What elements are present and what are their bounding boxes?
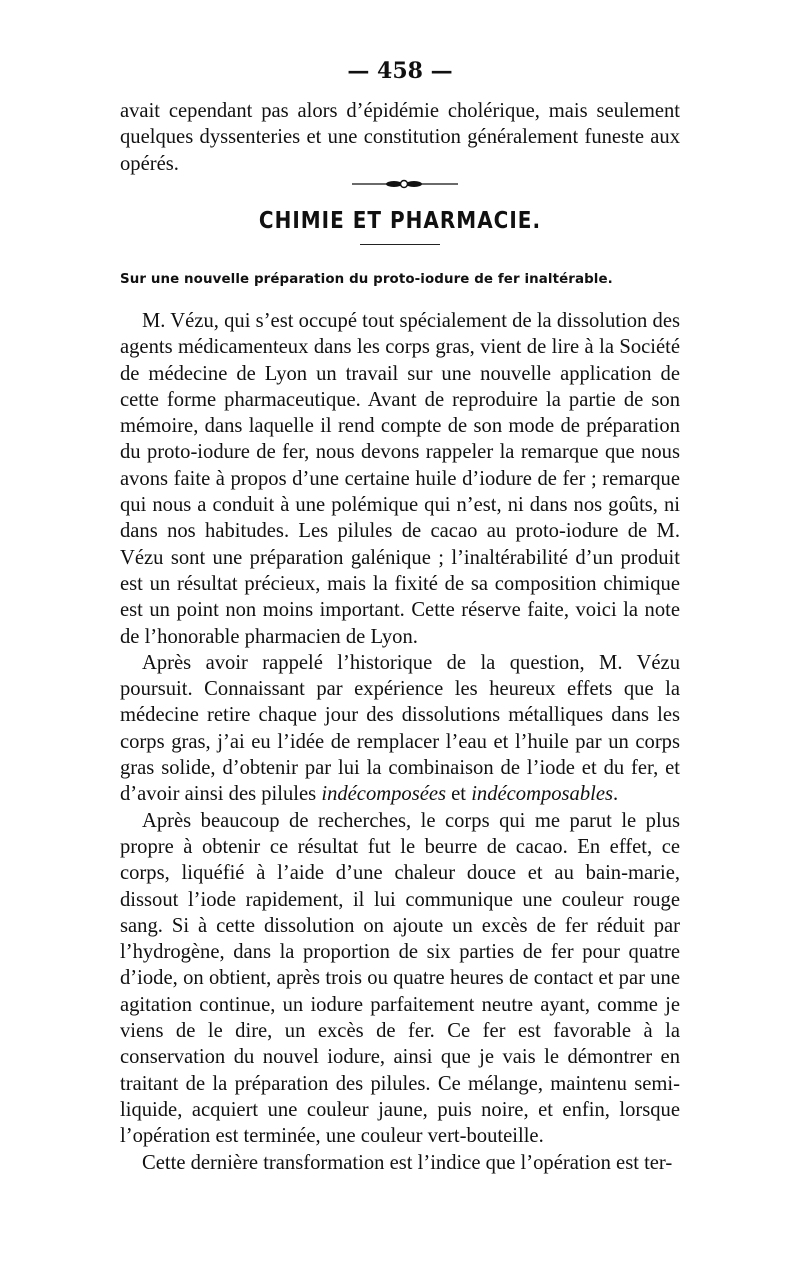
intro-text — [120, 98, 680, 177]
paragraph-4: Cette dernière transformation est l’indice que l’opération est ter- — [142, 1151, 673, 1174]
paragraph-1: M. Vézu, qui s’est occupé tout spécialement de la dissolution des agents médicamenteux dans les corps gras, vient de lire à la Société de médecine de Lyon un travail sur une nouvelle application de cette forme pharmaceutique. Avant de reproduire la partie de son mémoire, dans laquelle il rend compte de son mode de préparation du proto-iodure de fer, nous devons rappeler la remarque que nous avons faite à propos d’une certaine huile d’iodure de fer ; remarque qui nous a conduit à une polémique qui n’est, ni dans nos goûts, ni dans nos habitudes. Les pilules de cacao au proto-iodure de M. Vézu sont une préparation galénique ; l’inaltérabilité d’un produit est un résultat précieux, mais la fixité de sa composition chimique est un point non moins important. Cette réserve faite, voici la note de l’honorable pharmacien de Lyon. — [120, 310, 680, 648]
paragraph-2 — [120, 650, 680, 808]
page-number: — 458 — — [347, 58, 453, 84]
paragraph-2-end: . — [613, 783, 619, 806]
paragraph-2-italic-2: indécomposables — [471, 783, 614, 806]
article-subtitle: Sur une nouvelle préparation du proto-iodure de fer inaltérable. — [120, 272, 613, 287]
paragraph-2-start: Après avoir rappelé l’historique de la question, M. Vézu poursuit. Connaissant par expérience les heureux effets que la médecine retire chaque jour des dissolutions métalliques dans les corps gras, j’ai eu l’idée de remplacer l’eau et l’huile par un corps gras solide, d’obtenir par lui la combinaison de l’iode et du fer, et d’avoir ainsi des pilules — [120, 651, 680, 806]
paragraph-2-italic-1: indécomposées — [321, 783, 447, 806]
title-rule — [360, 244, 440, 245]
paragraph-2-mid: et — [446, 783, 472, 806]
ornament-divider — [350, 178, 460, 190]
article-body — [120, 308, 680, 1176]
paragraph-3: Après beaucoup de recherches, le corps qui me parut le plus propre à obtenir ce résultat fut le beurre de cacao. En effet, ce corps, liquéfié à l’aide d’une chaleur douce et au bain-marie, dissout l’iode rapidement, il lui communique une couleur rouge sang. Si à cette dissolution on ajoute un excès de fer réduit par l’hydrogène, dans la proportion de six parties de fer pour quatre d’iode, on obtient, après trois ou quatre heures de contact et par une agitation continue, un iodure parfaitement neutre ayant, comme je viens de le dire, un excès de fer. Ce fer est favorable à la conservation du nouvel iodure, ainsi que je vais le démontrer en traitant de la préparation des pilules. Ce mélange, maintenu semi-liquide, acquiert une couleur jaune, puis noire, et enfin, lorsque l’opération est terminée, une couleur vert-bouteille. — [120, 809, 680, 1148]
intro-paragraph: avait cependant pas alors d’épidémie cholérique, mais seulement quelques dyssenteries et une constitution généralement funeste aux opérés. — [120, 100, 680, 175]
section-title: CHIMIE ET PHARMACIE. — [258, 206, 542, 234]
